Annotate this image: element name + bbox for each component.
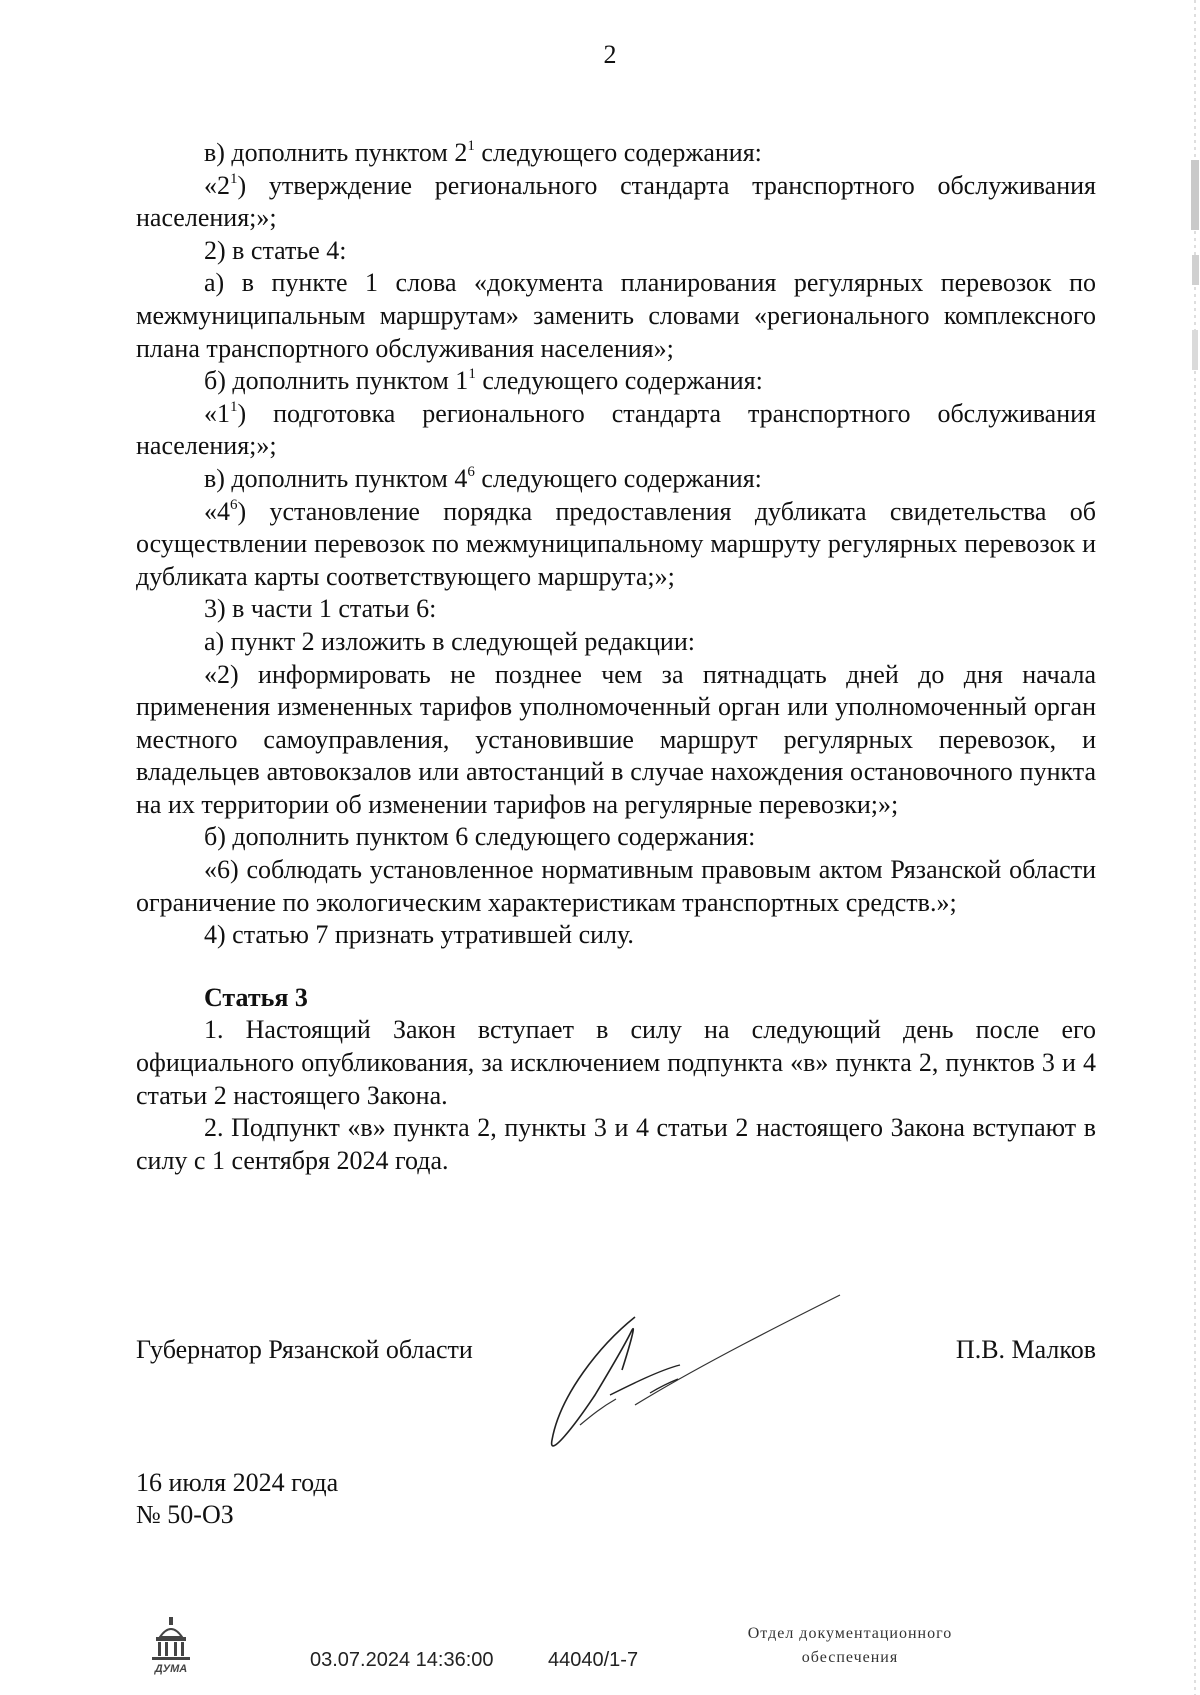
registration-code: 44040/1-7 xyxy=(548,1649,639,1671)
amendment-paragraph: «2) информировать не позднее чем за пятнадцать дней до дня начала применения измененных тарифов уполномоченный орган или уполномоченный орган местного самоуправления, установившие маршрут регулярных перевозок, и владельцев автовокзалов или автостанций в случае нахождения остановочного пункта на их территории об изменении тарифов на регулярные перевозки;»; xyxy=(136,659,1096,819)
document-body xyxy=(136,137,1096,1177)
article-3-title: Статья 3 xyxy=(204,982,308,1012)
amendment-paragraph: в) дополнить пунктом $2^1$ следующего содержания: xyxy=(204,138,762,167)
amendment-paragraph: «$2^1$) утверждение регионального стандарта транспортного обслуживания населения;»; xyxy=(136,170,1096,233)
amendment-paragraph: 3) в части 1 статьи 6: xyxy=(204,594,437,624)
department-stamp xyxy=(700,1622,1000,1670)
registration-timestamp: 03.07.2024 14:36:00 xyxy=(310,1649,494,1671)
amendment-paragraph: «$1^1$) подготовка регионального стандарта транспортного обслуживания населения;»; xyxy=(136,398,1096,461)
signature-scribble xyxy=(540,1275,920,1465)
governor-title: Губернатор Рязанской области xyxy=(136,1335,473,1364)
amendment-paragraph: «6) соблюдать установленное нормативным правовым актом Рязанской области ограничение по экологическим характеристикам транспортных средств.»; xyxy=(136,855,1096,917)
amendment-paragraph: 2) в статье 4: xyxy=(204,235,347,265)
article-3-paragraph-1: 1. Настоящий Закон вступает в силу на следующий день после его официального опубликования, за исключением подпункта «в» пункта 2, пунктов 3 и 4 статьи 2 настоящего Закона. xyxy=(136,1015,1096,1110)
department-stamp-line-1: Отдел документационного xyxy=(747,1625,953,1642)
law-number: № 50-ОЗ xyxy=(136,1500,234,1529)
scan-edge-artifact xyxy=(1186,0,1200,1695)
page-number: 2 xyxy=(603,40,617,69)
amendment-paragraph: «$4^6$) установление порядка предоставления дубликата свидетельства об осуществлении перевозок по межмуниципальному маршруту регулярных перевозок и дубликата карты соответствующего маршрута;»; xyxy=(136,496,1096,591)
amendment-paragraph: б) дополнить пунктом $1^1$ следующего содержания: xyxy=(204,366,763,396)
section-gap xyxy=(136,952,1096,982)
amendment-paragraph: б) дополнить пунктом 6 следующего содержания: xyxy=(204,822,756,852)
article-3-paragraph-2: 2. Подпункт «в» пункта 2, пункты 3 и 4 статьи 2 настоящего Закона вступают в силу с 1 сентября 2024 года. xyxy=(136,1113,1096,1175)
law-date: 16 июля 2024 года xyxy=(136,1468,339,1497)
department-stamp-line-2: обеспечения xyxy=(801,1649,899,1666)
duma-logo-icon xyxy=(146,1615,196,1677)
duma-logo-text: ДУМА xyxy=(154,1663,188,1675)
amendment-paragraph: а) пункт 2 изложить в следующей редакции: xyxy=(204,626,695,656)
governor-name: П.В. Малков xyxy=(955,1335,1096,1364)
amendment-paragraph: а) в пункте 1 слова «документа планирования регулярных перевозок по межмуниципальным маршрутам» заменить словами «регионального комплексного плана транспортного обслуживания населения»; xyxy=(136,268,1096,363)
amendment-paragraph: 4) статью 7 признать утратившей силу. xyxy=(204,920,634,950)
amendment-paragraph: в) дополнить пунктом $4^6$ следующего содержания: xyxy=(204,463,762,493)
